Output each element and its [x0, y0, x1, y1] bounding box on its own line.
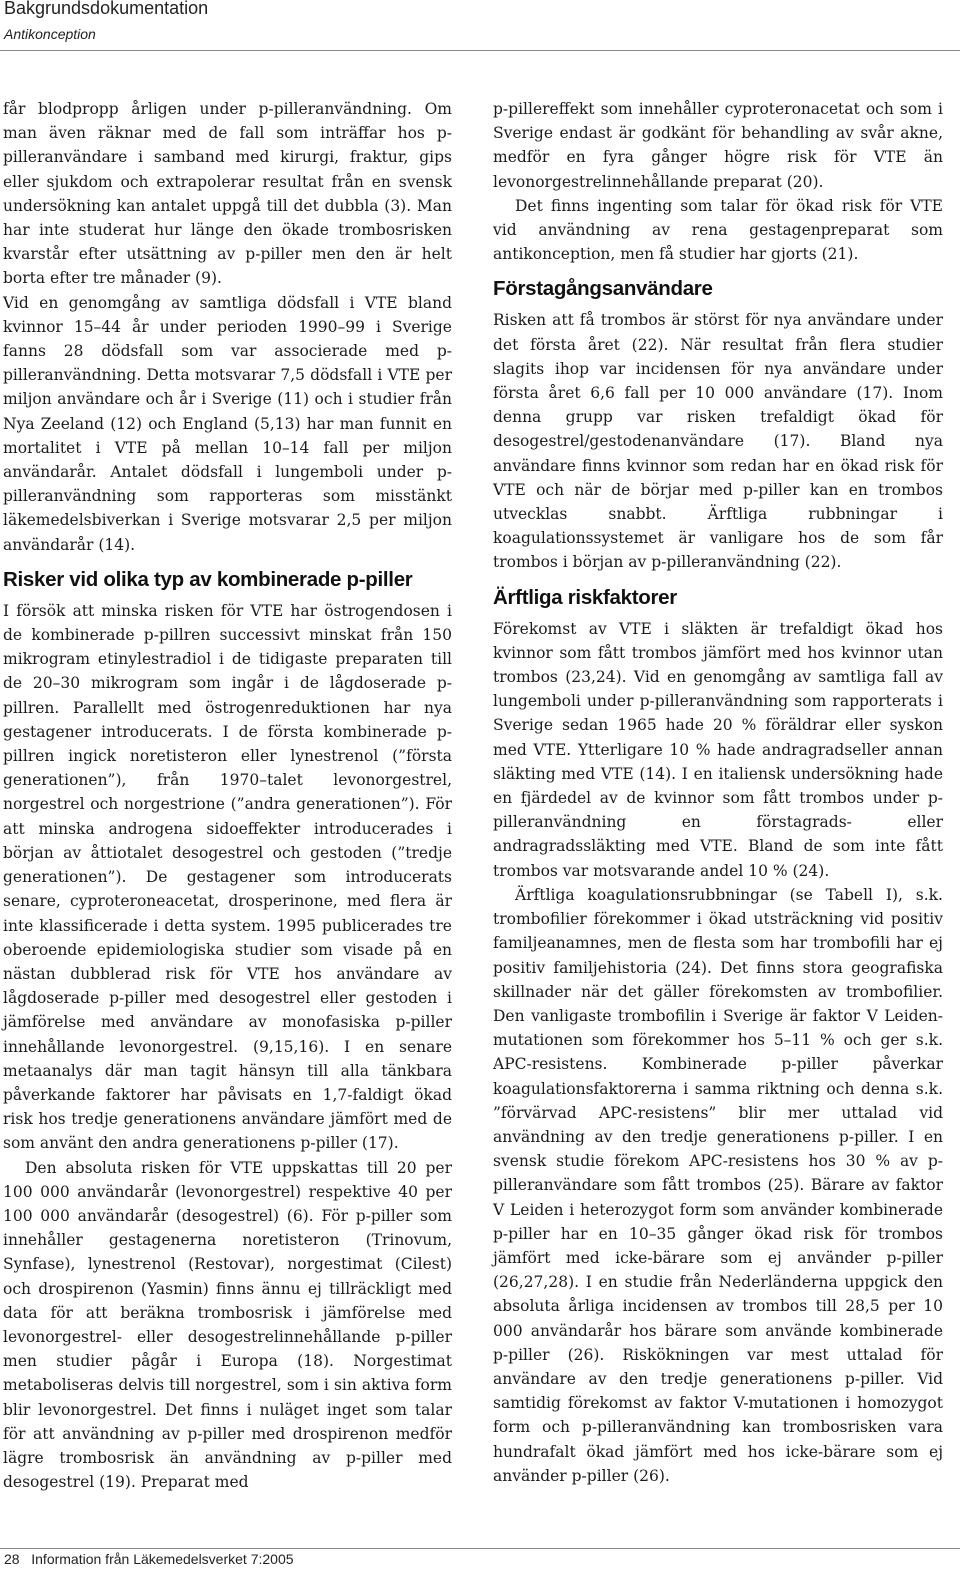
left-paragraph-4: Den absoluta risken för VTE uppskattas till 20 per 100 000 användarår (levonorgestrel) respektive 40 per 100 000 användarår (desogestrel) (6). För p-piller som innehåller gestagenerna noretisteron (Trinovum, Synfase), lynestrenol (Restovar), norgestimat (Cilest) och drospirenon (Yasmin) finns ännu ej tillräckligt med data för att beräkna trombosrisk i jämförelse med levonorgestrel- eller desogestrelinnehållande p-piller men studier pågår i Europa (18). Norgestimat metaboliseras delvis till norgestrel, som i sin aktiva form blir levonorgestrel. Det finns i nuläget inget som talar för att användning av p-piller med drospirenon medför lägre trombosrisk än användning av p-piller med desogestrel (19). Preparat med [3, 1158, 452, 1492]
header-subtitle: Antikonception [4, 26, 96, 42]
right-column [493, 97, 943, 1488]
page-header [0, 0, 960, 51]
left-paragraph-2: Vid en genomgång av samtliga dödsfall i VTE bland kvinnor 15–44 år under perioden 1990–99 i Sverige fanns 28 dödsfall som var associerade med p-pilleranvändning. Detta motsvarar 7,5 dödsfall i VTE per miljon användare och år i Sverige (11) och i studier från Nya Zeeland (12) och England (5,13) har man funnit en mortalitet i VTE på mellan 10–14 fall per miljon användarår. Antalet dödsfall i lungemboli under p-pilleranvändning som rapporteras som misstänkt läkemedelsbiverkan i Sverige motsvarar 2,5 per miljon användarår (14). [3, 293, 452, 554]
right-paragraph-4: Förekomst av VTE i släkten är trefaldigt ökad hos kvinnor som fått trombos jämfört med hos kvinnor utan trombos (23,24). Vid en genomgång av samtliga fall av lungemboli under p-pilleranvändning som rapporterats i Sverige sedan 1965 hade 20 % föräldrar eller syskon med VTE. Ytterligare 10 % hade andragradseller annan släkting med VTE (14). I en italiensk undersökning hade en fjärdedel av de kvinnor som fått trombos under p-pilleranvändning en förstagrads- eller andragradssläkting med VTE. Bland de som inte fått trombos var motsvarande andel 10 % (24). [493, 619, 943, 880]
section-heading-arftliga-riskfaktorer: Ärftliga riskfaktorer [493, 585, 677, 609]
left-column [3, 97, 452, 1494]
publication-name: Information från Läkemedelsverket 7:2005 [31, 1551, 294, 1567]
right-paragraph-3: Risken att få trombos är störst för nya användare under det första året (22). När resultat från flera studier slagits ihop var incidensen för nya användare under första året 6,6 fall per 10 000 användare (17). Inom denna grupp var risken trefaldigt ökad för desogestrel/gestodenanvändare (17). Bland nya användare finns kvinnor som redan har en ökad risk för VTE och när de börjar med p-piller kan en trombos utvecklas snabbt. Ärftliga rubbningar i koagulationssystemet är vanligare hos de som får trombos i början av p-pilleranvändning (22). [493, 311, 943, 572]
page-number: 28 [4, 1551, 20, 1567]
right-paragraph-2: Det finns ingenting som talar för ökad risk för VTE vid användning av rena gestagenpreparat som antikonception, men få studier har gjorts (21). [493, 196, 943, 264]
section-heading-risker: Risker vid olika typ av kombinerade p-piller [3, 567, 413, 591]
page-footer [0, 1548, 960, 1567]
left-paragraph-1: får blodpropp årligen under p-pilleranvändning. Om man även räknar med de fall som inträffar hos p-pilleranvändare i samband med kirurgi, fraktur, gips eller sjukdom och extrapolerar resultat från en svensk undersökning kan antalet uppgå till det dubbla (3). Man har inte studerat hur länge den ökade trombosrisken kvarstår efter utsättning av p-piller men den är helt borta efter tre månader (9). [3, 100, 452, 288]
right-paragraph-5: Ärftliga koagulationsrubbningar (se Tabell I), s.k. trombofilier förekommer i ökad utsträckning vid positiv familjeanamnes, men de flesta som har trombofili har ej positiv familjehistoria (24). Det finns stora geografiska skillnader när det gäller förekomsten av trombofilier. Den vanligaste trombofilin i Sverige är faktor V Leiden-mutationen som förekommer hos 5–11 % och ger s.k. APC-resistens. Kombinerade p-piller påverkar koagulationsfaktorerna i samma riktning och denna s.k. ”förvärvad APC-resistens” blir mer uttalad vid användning av den tredje generationens p-piller. I en svensk studie förekom APC-resistens hos 30 % av p-pilleranvändare som fått trombos (25). Bärare av faktor V Leiden i heterozygot form som använder kombinerade p-piller har en 10–35 gånger ökad risk för trombos jämfört med icke-bärare som ej använder p-piller (26,27,28). I en studie från Nederländerna uppgick den absoluta årliga incidensen av trombos till 28,5 per 10 000 användarår hos bärare som använde kombinerade p-piller (26). Riskökningen var mest uttalad för användare av den tredje generationens p-piller. Vid samtidig förekomst av faktor V-mutationen i homozygot form och p-pilleranvändning kan trombosrisken vara hundrafalt ökad jämfört med hos icke-bärare som ej använder p-piller (26). [493, 885, 943, 1485]
section-heading-forstagangsanvandare: Förstagångsanvändare [493, 277, 713, 301]
footer-text [4, 1551, 294, 1567]
right-paragraph-1: p-pillereffekt som innehåller cyproteronacetat och som i Sverige endast är godkänt för behandling av svår akne, medför en fyra gånger högre risk för VTE än levonorgestrelinnehållande preparat (20). [493, 100, 943, 191]
header-title: Bakgrundsdokumentation [4, 0, 209, 18]
left-paragraph-3: I försök att minska risken för VTE har östrogendosen i de kombinerade p-pillren successivt minskat från 150 mikrogram etinylestradiol i de tidigaste preparaten till de 20–30 mikrogram som ingår i de lågdoserade p-pillren. Parallellt med östrogenreduktionen har nya gestagener introducerats. I de första kombinerade p-pillren ingick noretisteron eller lynestrenol (”första generationen”), från 1970–talet levonorgestrel, norgestrel och norgestrione (”andra generationen”). För att minska androgena sidoeffekter introducerades i början av åttiotalet desogestrel och gestoden (”tredje generationen”). De gestagener som introducerats senare, cyproteroneacetat, drosperinone, med flera är inte klassificerade i detta system. 1995 publicerades tre oberoende epidemiologiska studier som visade på en nästan dubblerad risk för VTE hos användare av lågdoserade p-piller med desogestrel eller gestoden i jämförelse med användare av monofasiska p-piller innehållande levonorgestrel. (9,15,16). I en senare metaanalys där man tagit hänsyn till alla tänkbara påverkande faktorer har påvisats en 1,7-faldigt ökad risk hos tredje generationens användare jämfört med de som använt den andra generationens p-piller (17). [3, 601, 452, 1153]
